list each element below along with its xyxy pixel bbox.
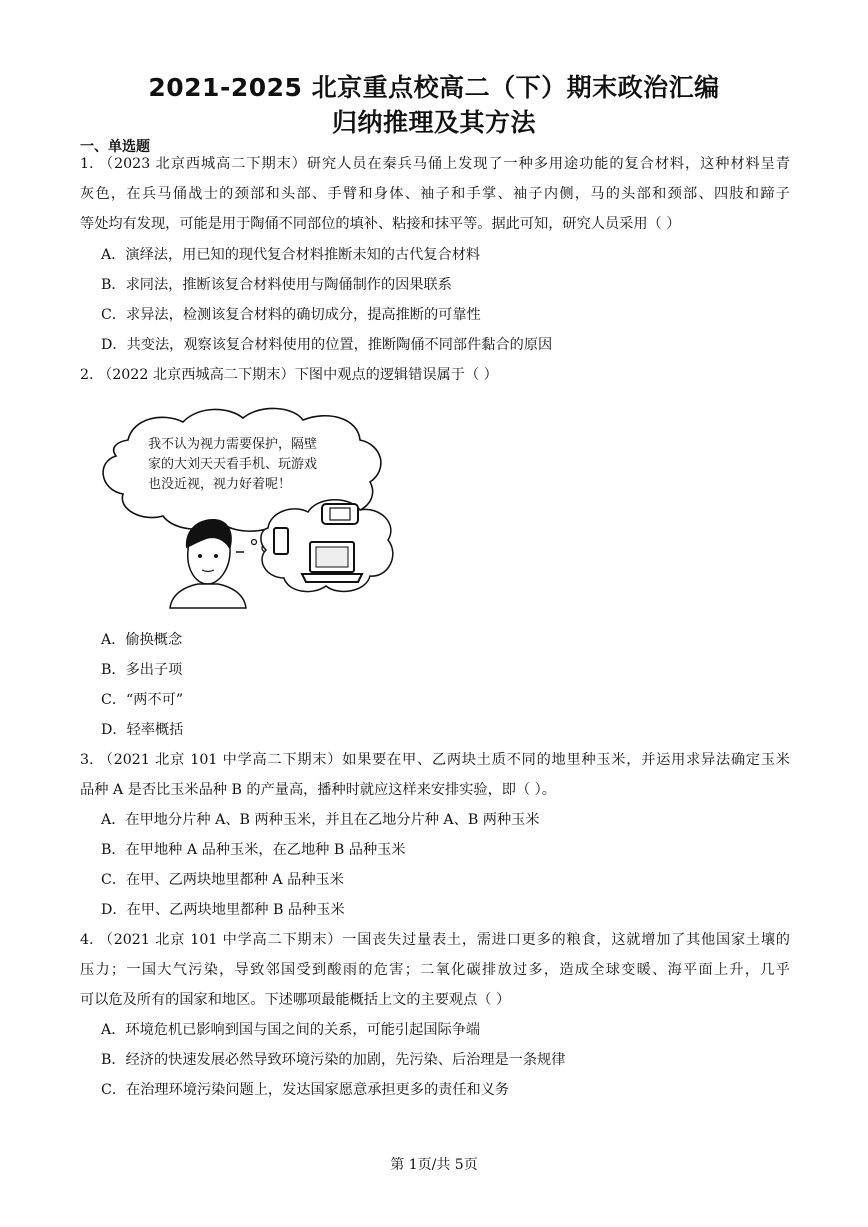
bubble-line: 我不认为视力需要保护，隔壁 bbox=[148, 437, 318, 452]
question-1-option-a: A．演绎法，用已知的现代复合材料推断未知的古代复合材料 bbox=[101, 247, 481, 263]
question-1-line: 灰色，在兵马俑战士的颈部和头部、手臂和身体、袖子和手掌、袖子内侧，马的头部和颈部、四肢和蹄子 bbox=[80, 186, 790, 202]
page-footer: 第 1页/共 5页 bbox=[390, 1157, 478, 1173]
page-title-line1: 2021-2025 北京重点校高二（下）期末政治汇编 bbox=[148, 73, 720, 102]
laptop-icon bbox=[302, 542, 362, 582]
question-1-option-c: C．求异法，检测该复合材料的确切成分，提高推断的可靠性 bbox=[101, 307, 481, 323]
phone-icon bbox=[274, 528, 288, 554]
question-4-line: 可以危及所有的国家和地区。下述哪项最能概括上文的主要观点（ ） bbox=[80, 992, 511, 1008]
bubble-line: 家的大刘天天看手机、玩游戏 bbox=[148, 457, 318, 472]
question-4-option-b: B．经济的快速发展必然导致环境污染的加剧，先污染、后治理是一条规律 bbox=[101, 1052, 566, 1068]
boy-illustration bbox=[170, 519, 246, 608]
question-3-option-a: A．在甲地分片种 A、B 两种玉米，并且在乙地分片种 A、B 两种玉米 bbox=[101, 812, 540, 828]
thought-bubble-text bbox=[148, 435, 398, 495]
question-1-line: 1. （2023 北京西城高二下期末）研究人员在秦兵马俑上发现了一种多用途功能的复合材料，这种材料呈青 bbox=[80, 156, 790, 172]
question-2-line: 2. （2022 北京西城高二下期末）下图中观点的逻辑错误属于（ ） bbox=[80, 367, 498, 383]
question-2-option-a: A．偷换概念 bbox=[101, 632, 183, 648]
section-heading: 一、单选题 bbox=[80, 139, 150, 155]
question-3-option-d: D．在甲、乙两块地里都种 B 品种玉米 bbox=[101, 902, 345, 918]
thought-dot bbox=[252, 540, 257, 545]
question-3-option-c: C．在甲、乙两块地里都种 A 品种玉米 bbox=[101, 872, 344, 888]
question-1-line: 等处均有发现，可能是用于陶俑不同部位的填补、粘接和抹平等。据此可知，研究人员采用（ ） bbox=[80, 216, 681, 232]
question-2-figure bbox=[88, 400, 398, 610]
question-2-option-d: D．轻率概括 bbox=[101, 722, 184, 738]
question-2-option-b: B．多出子项 bbox=[101, 662, 183, 678]
question-4-line: 压力；一国大气污染，导致邻国受到酸雨的危害；二氧化碳排放过多，造成全球变暖、海平面上升，几乎 bbox=[80, 962, 790, 978]
question-3-line: 品种 A 是否比玉米品种 B 的产量高，播种时就应这样来安排实验，即（ ）。 bbox=[80, 782, 556, 798]
question-3-option-b: B．在甲地种 A 品种玉米，在乙地种 B 品种玉米 bbox=[101, 842, 406, 858]
cartoon-illustration bbox=[88, 400, 398, 610]
question-4-line: 4. （2021 北京 101 中学高二下期末）一国丧失过量表土，需进口更多的粮食，这就增加了其他国家土壤的 bbox=[80, 932, 790, 948]
question-1-option-b: B．求同法，推断该复合材料使用与陶俑制作的因果联系 bbox=[101, 277, 452, 293]
question-3-line: 3. （2021 北京 101 中学高二下期末）如果要在甲、乙两块土质不同的地里种玉米，并运用求异法确定玉米 bbox=[80, 752, 790, 768]
question-4-option-c: C．在治理环境污染问题上，发达国家愿意承担更多的责任和义务 bbox=[101, 1082, 510, 1098]
question-4-option-a: A．环境危机已影响到国与国之间的关系，可能引起国际争端 bbox=[101, 1022, 481, 1038]
question-2-option-c: C．“两不可” bbox=[101, 692, 184, 708]
question-1-option-d: D．共变法，观察该复合材料使用的位置，推断陶俑不同部件黏合的原因 bbox=[101, 337, 553, 353]
page-title-line2: 归纳推理及其方法 bbox=[331, 108, 536, 137]
bubble-line: 也没近视，视力好着呢！ bbox=[148, 477, 292, 492]
